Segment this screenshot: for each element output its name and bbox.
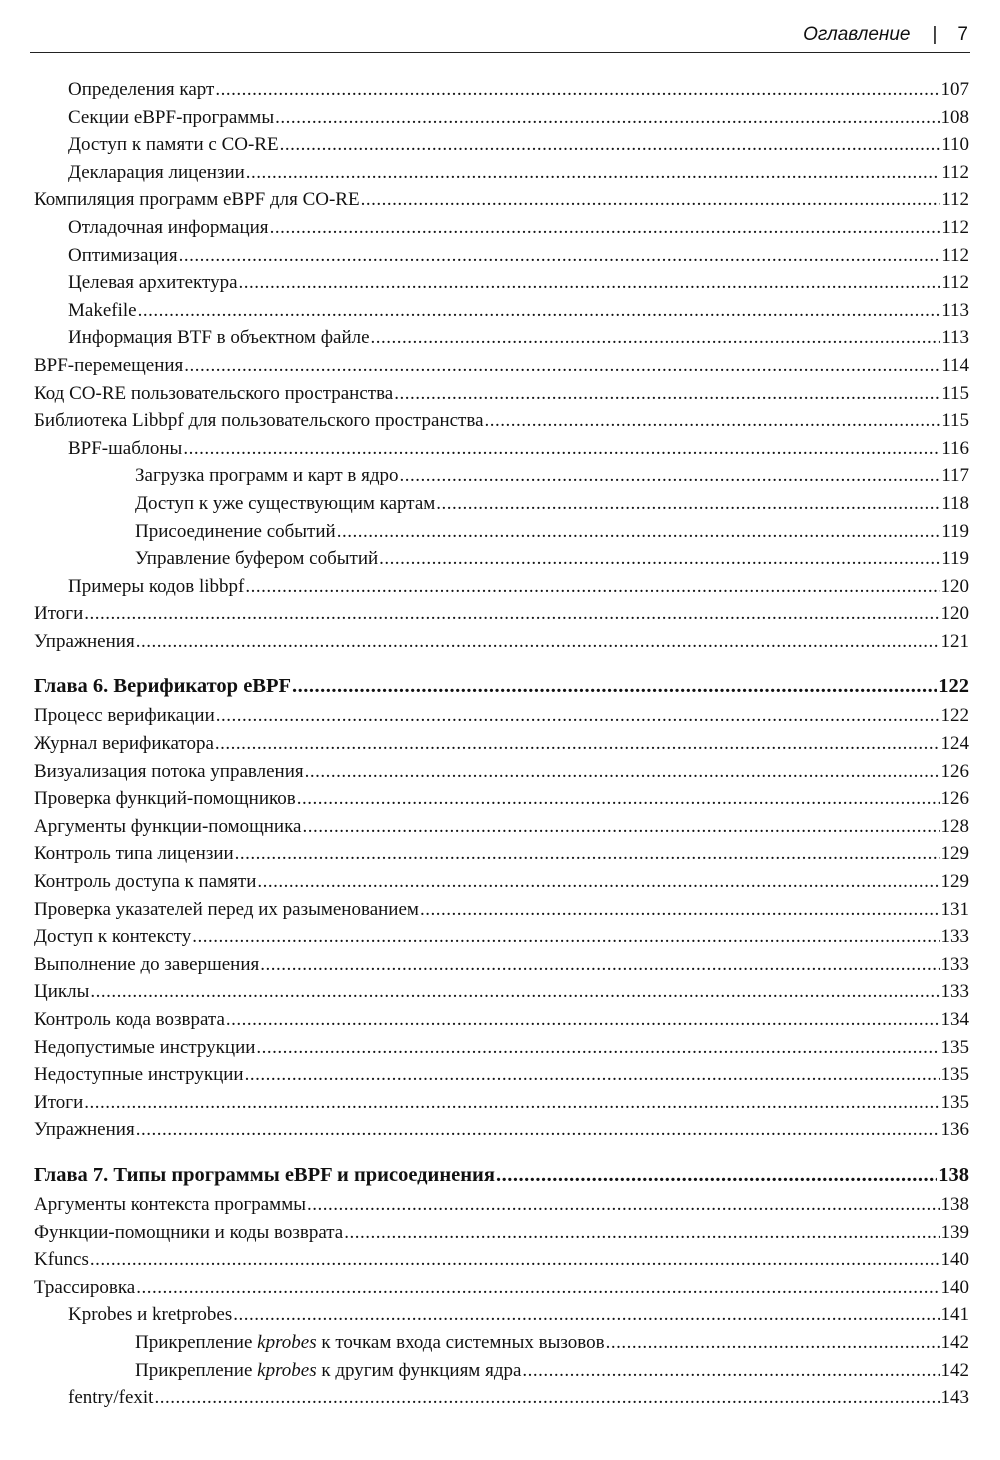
- toc-entry-title: Визуализация потока управления: [34, 760, 304, 782]
- toc-entry[interactable]: [34, 380, 969, 408]
- toc-entry-title: Упражнения: [34, 630, 135, 652]
- toc-entry-title: [135, 1329, 605, 1357]
- toc-entry[interactable]: [34, 186, 969, 214]
- toc-entry-title: Декларация лицензии: [68, 161, 245, 183]
- leader-dots: [400, 462, 941, 490]
- toc-entry-page: 126: [940, 760, 969, 782]
- toc-entry-page: 135: [940, 1036, 969, 1058]
- page-number: 7: [957, 24, 968, 45]
- toc-entry-title: Код CO-RE пользовательского пространства: [34, 382, 394, 404]
- toc-entry-page: 112: [941, 161, 969, 183]
- toc-entry-page: 119: [941, 548, 969, 570]
- toc-entry-title: Kfuncs: [34, 1249, 89, 1271]
- toc-entry[interactable]: [34, 76, 969, 104]
- toc-entry-page: 110: [941, 134, 969, 156]
- toc-entry-page: 124: [940, 733, 969, 755]
- leader-dots: [215, 730, 940, 758]
- toc-entry-page: 138: [940, 1193, 969, 1215]
- toc-entry-title: Выполнение до завершения: [34, 953, 260, 975]
- toc-entry-title: Функции-помощники и коды возврата: [34, 1221, 344, 1243]
- toc-entry[interactable]: [34, 545, 969, 573]
- leader-dots: [183, 435, 940, 463]
- leader-dots: [90, 978, 939, 1006]
- toc-entry-page: 133: [940, 981, 969, 1003]
- leader-dots: [239, 269, 941, 297]
- leader-dots: [260, 951, 939, 979]
- toc-entry-title: Журнал верификатора: [34, 733, 214, 755]
- toc-entry-page: 143: [940, 1387, 969, 1409]
- toc-entry-title: Makefile: [68, 299, 137, 321]
- leader-dots: [297, 785, 940, 813]
- leader-dots: [136, 1274, 939, 1302]
- toc-entry-title: Глава 7. Типы программы eBPF и присоединения: [34, 1163, 495, 1186]
- leader-dots: [371, 324, 941, 352]
- toc-entry-title: Аргументы функции-помощника: [34, 815, 302, 837]
- toc-entry-page: 116: [941, 437, 969, 459]
- toc-entry-page: 136: [940, 1119, 969, 1141]
- toc-entry[interactable]: [34, 951, 969, 979]
- toc-entry-title: Проверка функций-помощников: [34, 788, 296, 810]
- toc-chapter-entry[interactable]: [34, 1160, 969, 1191]
- toc-entry-title: BPF-шаблоны: [68, 437, 183, 459]
- leader-dots: [420, 896, 940, 924]
- toc-entry-title: Контроль типа лицензии: [34, 843, 234, 865]
- leader-dots: [257, 868, 939, 896]
- leader-dots: [496, 1160, 937, 1191]
- toc-entry-title-part: Прикрепление: [135, 1359, 258, 1381]
- toc-entry[interactable]: [34, 159, 969, 187]
- toc-entry[interactable]: [34, 407, 969, 435]
- toc-entry[interactable]: [34, 702, 969, 730]
- toc-entry[interactable]: [34, 978, 969, 1006]
- toc-entry-page: 135: [940, 1091, 969, 1113]
- leader-dots: [394, 380, 940, 408]
- leader-dots: [90, 1246, 940, 1274]
- toc-entry-page: 122: [940, 705, 969, 727]
- toc-entry-page: 133: [940, 953, 969, 975]
- toc-entry[interactable]: [34, 600, 969, 628]
- toc-entry[interactable]: [34, 1219, 969, 1247]
- toc-entry[interactable]: [34, 1191, 969, 1219]
- toc-entry-title: Примеры кодов libbpf: [68, 575, 245, 597]
- leader-dots: [216, 702, 940, 730]
- toc-entry-title: Определения карт: [68, 79, 215, 100]
- toc-entry-page: 126: [940, 788, 969, 810]
- leader-dots: [344, 1219, 939, 1247]
- toc-entry[interactable]: [34, 868, 969, 896]
- toc-entry-page: 120: [940, 603, 969, 625]
- toc-entry-page: 108: [940, 106, 969, 128]
- toc-entry[interactable]: [34, 1116, 969, 1144]
- toc-entry-page: 135: [940, 1064, 969, 1086]
- toc-entry-title: Kprobes и kretprobes: [68, 1304, 233, 1326]
- toc-entry-page: 139: [940, 1221, 969, 1243]
- running-head-separator: |: [932, 24, 938, 45]
- toc-chapter-entry[interactable]: [34, 671, 969, 702]
- toc-entry-title: [135, 1357, 521, 1385]
- toc-entry-page: 112: [941, 244, 969, 266]
- toc-entry[interactable]: [34, 518, 969, 546]
- toc-entry-page: 140: [940, 1276, 969, 1298]
- toc-entry-title: Итоги: [34, 1091, 84, 1113]
- toc-entry[interactable]: [34, 573, 969, 601]
- toc-entry-title: fentry/fexit: [68, 1387, 154, 1409]
- toc-entry[interactable]: [34, 758, 969, 786]
- toc-entry[interactable]: [34, 324, 969, 352]
- toc-entry[interactable]: [34, 1274, 969, 1302]
- toc-entry-title: Аргументы контекста программы: [34, 1193, 306, 1215]
- toc-entry-page: 131: [940, 898, 969, 920]
- toc-entry-page: 115: [941, 410, 969, 432]
- toc-entry-title: Доступ к уже существующим картам: [135, 492, 436, 514]
- leader-dots: [246, 159, 940, 187]
- toc-entry-title: Трассировка: [34, 1276, 136, 1298]
- toc-entry[interactable]: [34, 1301, 969, 1329]
- leader-dots: [606, 1329, 940, 1357]
- toc-entry[interactable]: [34, 131, 969, 159]
- leader-dots: [485, 407, 941, 435]
- leader-dots: [292, 671, 937, 702]
- leader-dots: [184, 352, 940, 380]
- toc-entry-page: 138: [938, 1163, 969, 1186]
- toc-entry[interactable]: [34, 1384, 969, 1412]
- toc-entry-title: Целевая архитектура: [68, 272, 238, 294]
- toc-entry-page: 117: [941, 465, 969, 487]
- toc-entry-page: 115: [941, 382, 969, 404]
- running-head-text: [803, 24, 968, 46]
- toc-entry-title: Присоединение событий: [135, 520, 336, 542]
- toc-entry[interactable]: [34, 1357, 969, 1385]
- toc-entry[interactable]: [34, 813, 969, 841]
- toc-entry-title-part: к другим функциям ядра: [316, 1359, 522, 1381]
- leader-dots: [361, 186, 941, 214]
- toc-entry[interactable]: [34, 923, 969, 951]
- toc-entry-title: Итоги: [34, 603, 84, 625]
- toc-entry-title: Глава 6. Верификатор eBPF: [34, 675, 292, 698]
- toc-entry[interactable]: [34, 730, 969, 758]
- leader-dots: [84, 600, 939, 628]
- toc-entry[interactable]: [34, 490, 969, 518]
- toc-entry-page: 113: [941, 327, 969, 349]
- toc-entry[interactable]: [34, 269, 969, 297]
- toc-entry-title: Отладочная информация: [68, 216, 269, 238]
- leader-dots: [226, 1006, 940, 1034]
- leader-dots: [235, 840, 940, 868]
- toc-entry[interactable]: [34, 352, 969, 380]
- toc-entry-title: Проверка указателей перед их разыменованием: [34, 898, 419, 920]
- toc-entry[interactable]: [34, 1089, 969, 1117]
- toc-entry-title: Компиляция программ eBPF для CO-RE: [34, 189, 360, 211]
- leader-dots: [305, 758, 940, 786]
- toc-entry-title-part: Прикрепление: [135, 1331, 258, 1353]
- toc-entry[interactable]: [34, 242, 969, 270]
- toc-entry-title: Циклы: [34, 981, 90, 1003]
- leader-dots: [256, 1034, 939, 1062]
- toc-entry-title-part: к точкам входа системных вызовов: [316, 1331, 605, 1353]
- toc-entry[interactable]: [34, 462, 969, 490]
- toc-entry-page: 142: [940, 1331, 969, 1353]
- leader-dots: [436, 490, 940, 518]
- toc-entry-page: 112: [941, 272, 969, 294]
- toc-entry-title: Библиотека Libbpf для пользовательского пространства: [34, 410, 484, 432]
- toc-entry[interactable]: [34, 628, 969, 656]
- leader-dots: [280, 131, 941, 159]
- leader-dots: [307, 1191, 940, 1219]
- toc-entry-title: Упражнения: [34, 1119, 135, 1141]
- toc-entry-title-italic: kprobes: [257, 1359, 317, 1381]
- toc-entry[interactable]: [34, 1006, 969, 1034]
- toc-entry-title: Контроль доступа к памяти: [34, 871, 257, 893]
- leader-dots: [136, 628, 940, 656]
- toc-entry[interactable]: [34, 896, 969, 924]
- toc-entry[interactable]: [34, 104, 969, 132]
- toc-entry-page: 141: [940, 1304, 969, 1326]
- toc-entry-page: 140: [940, 1249, 969, 1271]
- toc-entry-page: 133: [940, 926, 969, 948]
- toc-entry-page: 121: [940, 630, 969, 652]
- leader-dots: [379, 545, 940, 573]
- leader-dots: [192, 923, 939, 951]
- toc-entry-title: Контроль кода возврата: [34, 1009, 225, 1030]
- toc-entry-title: BPF-перемещения: [34, 354, 184, 376]
- leader-dots: [138, 297, 941, 325]
- toc-entry-title: Секции eBPF-программы: [68, 106, 275, 128]
- leader-dots: [136, 1116, 940, 1144]
- leader-dots: [233, 1301, 939, 1329]
- toc-entry-page: 120: [940, 575, 969, 597]
- leader-dots: [179, 242, 941, 270]
- toc-entry-page: 119: [941, 520, 969, 542]
- toc-entry-title: Управление буфером событий: [135, 548, 379, 570]
- toc-entry-page: 128: [940, 815, 969, 837]
- toc-entry[interactable]: [34, 1329, 969, 1357]
- toc-entry[interactable]: [34, 214, 969, 242]
- toc-entry-page: 129: [940, 843, 969, 865]
- toc-entry[interactable]: [34, 1061, 969, 1089]
- leader-dots: [84, 1089, 939, 1117]
- toc-entry-page: 112: [941, 216, 969, 238]
- toc-entry[interactable]: [34, 435, 969, 463]
- leader-dots: [522, 1357, 939, 1385]
- toc-entry[interactable]: [34, 297, 969, 325]
- toc-entry-title: Процесс верификации: [34, 705, 215, 727]
- leader-dots: [270, 214, 941, 242]
- running-head: [30, 18, 970, 53]
- toc-entry-page: 114: [941, 354, 969, 376]
- toc-entry[interactable]: [34, 840, 969, 868]
- toc-entry-title: Загрузка программ и карт в ядро: [135, 465, 399, 487]
- leader-dots: [215, 76, 939, 104]
- toc-entry-title: Доступ к контексту: [34, 926, 192, 948]
- toc-entry-title: Доступ к памяти с CO-RE: [68, 134, 279, 156]
- leader-dots: [154, 1384, 939, 1412]
- leader-dots: [245, 1061, 940, 1089]
- table-of-contents: [34, 76, 969, 1412]
- leader-dots: [245, 573, 939, 601]
- toc-entry-title: Недоступные инструкции: [34, 1064, 244, 1086]
- toc-entry-title: Информация BTF в объектном файле: [68, 327, 370, 349]
- toc-entry-page: 112: [941, 189, 969, 211]
- toc-entry-title: Оптимизация: [68, 244, 178, 266]
- toc-entry-title-italic: kprobes: [257, 1331, 317, 1353]
- leader-dots: [337, 518, 941, 546]
- toc-entry-page: 113: [941, 299, 969, 321]
- toc-entry-page: 129: [940, 871, 969, 893]
- toc-entry-page: 142: [940, 1359, 969, 1381]
- toc-entry[interactable]: [34, 1034, 969, 1062]
- toc-entry[interactable]: [34, 785, 969, 813]
- toc-entry-page: 118: [941, 492, 969, 514]
- toc-entry-title: Недопустимые инструкции: [34, 1036, 256, 1058]
- leader-dots: [275, 104, 939, 132]
- leader-dots: [302, 813, 939, 841]
- toc-entry-page: 134: [940, 1009, 969, 1030]
- toc-entry-page: 107: [940, 79, 969, 100]
- running-head-title: Оглавление: [803, 24, 911, 45]
- toc-entry-page: 122: [938, 675, 969, 698]
- toc-entry[interactable]: [34, 1246, 969, 1274]
